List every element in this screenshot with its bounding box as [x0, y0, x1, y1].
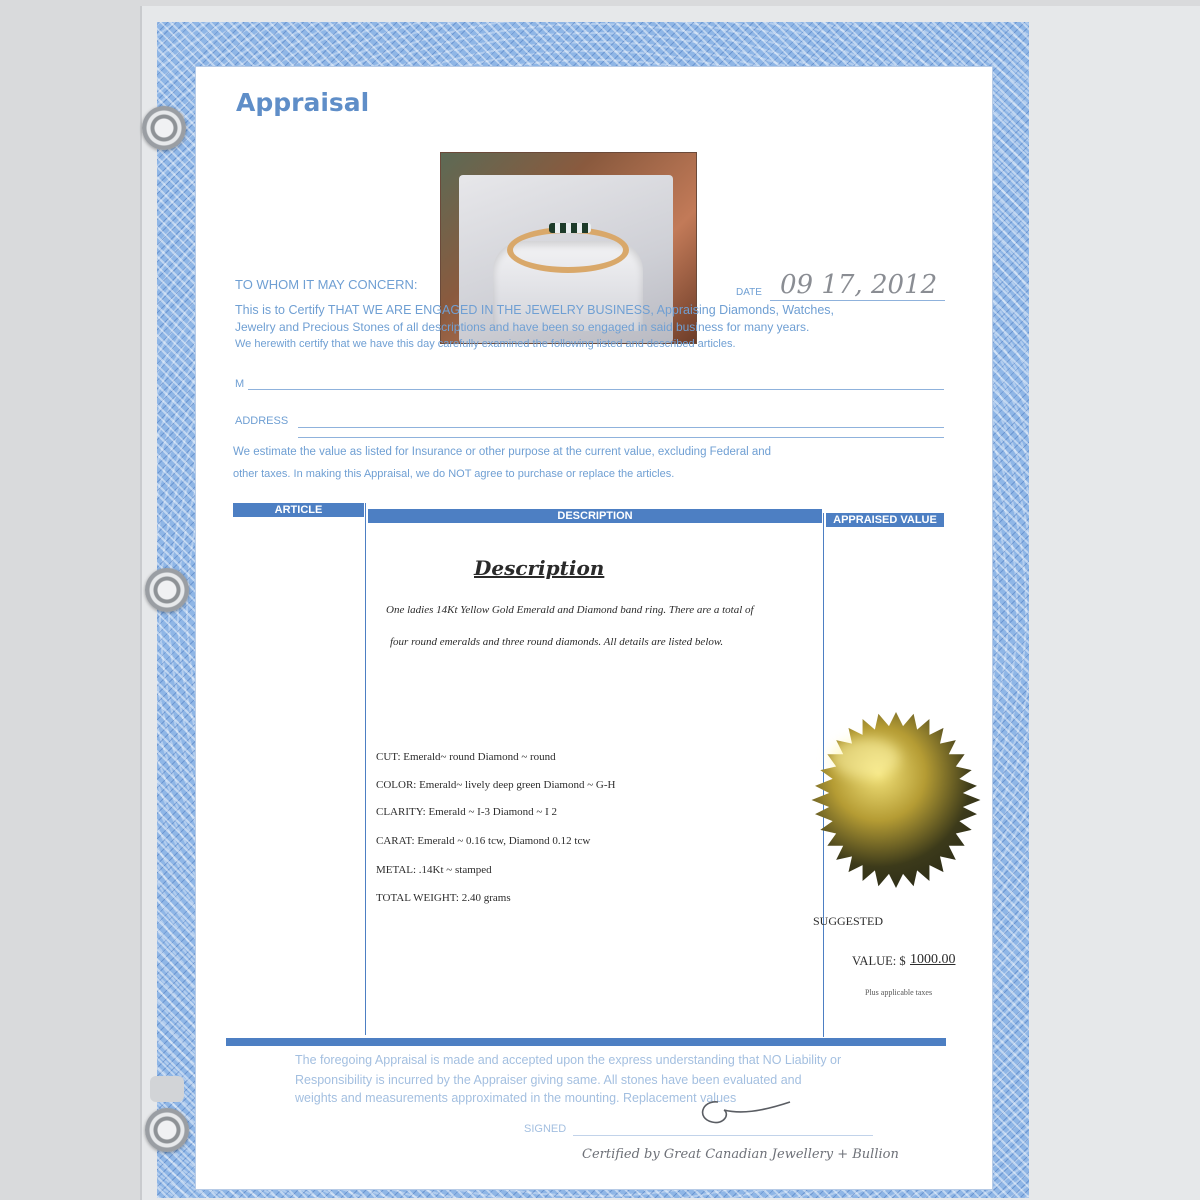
- detail-cut: CUT: Emerald~ round Diamond ~ round: [376, 751, 556, 763]
- m-rule: [248, 389, 944, 390]
- certify-line-2: Jewelry and Precious Stones of all descriptions and have been so engaged in said business for many years.: [235, 320, 810, 334]
- detail-clarity: CLARITY: Emerald ~ I-3 Diamond ~ I 2: [376, 806, 558, 818]
- certified-by-note: Certified by Great Canadian Jewellery + Bullion: [582, 1147, 899, 1162]
- address-rule-2: [298, 437, 944, 438]
- table-divider-2: [823, 513, 824, 1037]
- certify-line-3: We herewith certify that we have this day carefully examined the following listed and described articles.: [235, 338, 736, 350]
- description-line-1: One ladies 14Kt Yellow Gold Emerald and Diamond band ring. There are a total of: [386, 604, 754, 616]
- address-label: ADDRESS: [235, 415, 289, 427]
- binder-ring-icon: [145, 568, 189, 612]
- seal-highlight: [830, 738, 900, 778]
- footer-line-2: Responsibility is incurred by the Appraiser giving same. All stones have been evaluated and: [295, 1073, 802, 1087]
- salutation: TO WHOM IT MAY CONCERN:: [235, 277, 418, 292]
- m-label: M: [235, 378, 245, 390]
- page-title: Appraisal: [236, 88, 370, 117]
- col-article-header: ARTICLE: [233, 503, 364, 517]
- detail-total-weight: TOTAL WEIGHT: 2.40 grams: [376, 892, 511, 904]
- detail-color: COLOR: Emerald~ lively deep green Diamond ~ G-H: [376, 779, 616, 791]
- binder-tab: [150, 1076, 184, 1102]
- binder-ring-icon: [142, 106, 186, 150]
- col-value-header: APPRAISED VALUE: [826, 513, 944, 527]
- signature-rule: [573, 1135, 873, 1136]
- footer-line-1: The foregoing Appraisal is made and accepted upon the express understanding that NO Liability or: [295, 1053, 842, 1067]
- taxes-note: Plus applicable taxes: [865, 988, 933, 997]
- address-rule: [298, 427, 944, 428]
- binder-ring-icon: [145, 1108, 189, 1152]
- suggested-label: SUGGESTED: [813, 914, 884, 928]
- detail-carat: CARAT: Emerald ~ 0.16 tcw, Diamond 0.12 tcw: [376, 835, 591, 847]
- date-value: 09 17, 2012: [780, 270, 938, 300]
- signature-scribble: [690, 1092, 800, 1132]
- value-amount: 1000.00: [910, 952, 956, 967]
- table-divider-1: [365, 503, 366, 1035]
- certify-line-1: This is to Certify THAT WE ARE ENGAGED IN THE JEWELRY BUSINESS, Appraising Diamonds, Watches,: [235, 303, 835, 317]
- footer-divider: [226, 1038, 946, 1046]
- estimate-line-1: We estimate the value as listed for Insurance or other purpose at the current value, excluding Federal and: [233, 446, 772, 458]
- value-label: VALUE: $: [852, 954, 906, 968]
- footer-line-3: weights and measurements approximated in the mounting. Replacement values: [295, 1091, 737, 1105]
- description-line-2: four round emeralds and three round diamonds. All details are listed below.: [390, 636, 724, 648]
- description-heading: Description: [474, 556, 605, 580]
- detail-metal: METAL: .14Kt ~ stamped: [376, 864, 492, 876]
- signed-label: SIGNED: [524, 1123, 567, 1135]
- estimate-line-2: other taxes. In making this Appraisal, we do NOT agree to purchase or replace the articles.: [233, 468, 675, 480]
- date-rule: [770, 300, 945, 301]
- col-description-header: DESCRIPTION: [368, 509, 822, 523]
- date-label: DATE: [736, 287, 762, 298]
